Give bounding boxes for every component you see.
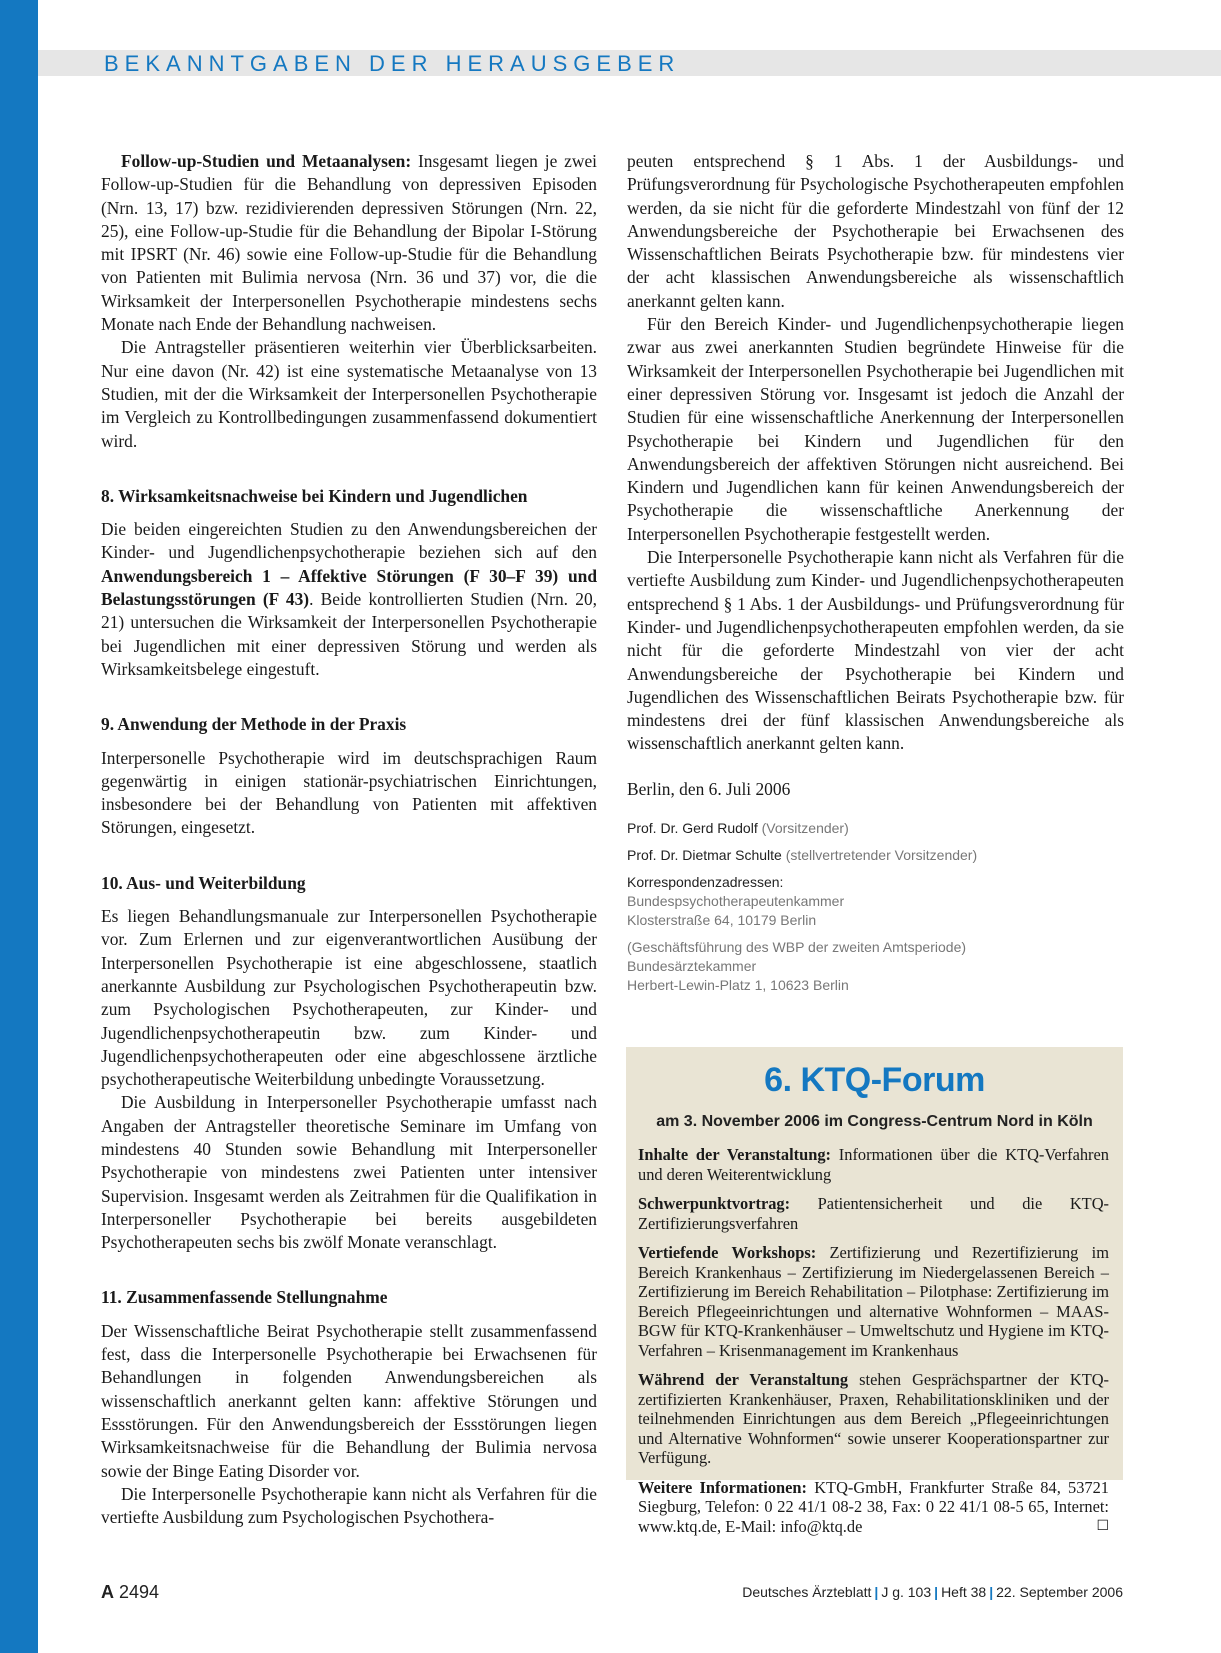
forum-item-label: Während der Veranstaltung	[638, 1370, 849, 1389]
separator: |	[989, 1584, 994, 1600]
paragraph: Für den Bereich Kinder- und Jugendlichenpsychotherapie liegen zwar aus zwei anerkannten Studien begründete Hinweise für die Wirksamkeit der Interpersonellen Psychotherapie bei Jugendlichen mit einer depressiven Störung vor. Insgesamt ist jedoch die Anzahl der Studien für eine wissenschaftliche Anerkennung der Interpersonellen Psychotherapie bei Kindern und Jugendlichen für den Anwendungsbereich der affektiven Störungen nicht ausreichend. Bei Kindern und Jugendlichen kann für keinen Anwendungsbereich der Psychotherapie die wissenschaftliche Anerkennung der Interpersonellen Psychotherapie festgestellt werden.	[627, 314, 1124, 544]
paragraph-followup	[101, 150, 597, 336]
paragraph: peuten entsprechend § 1 Abs. 1 der Ausbildungs- und Prüfungsverordnung für Psychologische Psychotherapeuten empfohlen werden, da sie nicht für die geforderte Mindestzahl von fünf der 12 Anwendungsbereiche der Psychotherapie bei Erwachsenen des Wissenschaftlichen Beirats Psychotherapie bzw. für mindestens vier der acht klassischen Anwendungsbereiche als wissenschaftlich anerkannt gelten kann.	[627, 151, 1124, 311]
signature-block	[627, 819, 1124, 995]
separator: |	[934, 1584, 939, 1600]
forum-item-text: Informationen über die KTQ-Verfahren und deren Weiterentwicklung	[638, 1145, 1109, 1184]
forum-item-label: Schwerpunktvortrag:	[638, 1194, 791, 1213]
journal-footer	[742, 1584, 1123, 1600]
separator: |	[874, 1584, 879, 1600]
signatory-name: Prof. Dr. Dietmar Schulte	[627, 847, 782, 864]
page-letter: A	[101, 1582, 114, 1602]
forum-subtitle: am 3. November 2006 im Congress-Centrum Nord in Köln	[656, 1113, 1093, 1130]
forum-item-text: stehen Gesprächspartner der KTQ-zertifizierten Krankenhäuser, Praxen, Rehabilitationskliniken und der teilnehmenden Einrichtungen aus dem Bereich „Pflegeeinrichtungen und Alternative Wohnformen“ sowie unserer Kooperationspartner zur Verfügung.	[638, 1370, 1109, 1467]
paragraph: Der Wissenschaftliche Beirat Psychotherapie stellt zusammenfassend fest, dass die Interpersonelle Psychotherapie bei Erwachsenen für Behandlungen in folgenden Anwendungsbereichen als wissenschaftlich anerkannt gelten kann: affektive Störungen und Essstörungen. Für den Anwendungsbereich der Essstörungen liegen Wirksamkeitsnachweise für die Behandlung der Bulimia nervosa sowie der Binge Eating Disorder vor.	[101, 1320, 597, 1481]
forum-body	[638, 1145, 1109, 1546]
forum-item-label: Vertiefende Workshops:	[638, 1243, 817, 1262]
signature-row	[627, 819, 1124, 838]
journal-volume: J g. 103	[881, 1584, 932, 1600]
paragraph: Die Ausbildung in Interpersoneller Psychotherapie umfasst nach Angaben der Antragsteller theoretische Seminare im Umfang von mindestens 40 Stunden sowie Behandlung mit Interpersoneller Psychotherapie von mindestens zwei Patienten unter intensiver Supervision. Insgesamt werden als Zeitrahmen für die Qualifikation in Interpersoneller Psychotherapie bei bereits ausgebildeten Psychotherapeuten sechs bis zwölf Monate veranschlagt.	[101, 1092, 597, 1253]
ktq-forum-box	[626, 1047, 1123, 1536]
end-mark-icon: ☐	[1096, 1517, 1109, 1534]
paragraph: Interpersonelle Psychotherapie wird im deutschsprachigen Raum gegenwärtig in einigen stationär-psychiatrischen Einrichtungen, insbesondere bei der Behandlung von Patienten mit affektiven Störungen, eingesetzt.	[101, 747, 597, 838]
right-column	[627, 150, 1124, 995]
forum-item	[638, 1243, 1109, 1360]
paragraph	[101, 518, 597, 681]
forum-item	[638, 1478, 1109, 1537]
signature-row	[627, 846, 1124, 865]
section-header: BEKANNTGABEN DER HERAUSGEBER	[104, 51, 681, 76]
paragraph-bold: Anwendungsbereich 1 – Affektive Störungen (F 30–F 39) und Belastungsstörungen (F 43)	[101, 565, 597, 610]
signatory-role: (stellvertretender Vorsitzender)	[785, 847, 978, 864]
forum-item	[638, 1370, 1109, 1468]
forum-item-label: Weitere Informationen:	[638, 1477, 807, 1497]
forum-item-label: Inhalte der Veranstaltung:	[638, 1145, 831, 1164]
section-title: 8. Wirksamkeitsnachweise bei Kindern und Jugendlichen	[101, 485, 528, 506]
forum-item-text: Patientensicherheit und die KTQ-Zertifizierungsverfahren	[638, 1194, 1109, 1233]
journal-issue: Heft 38	[941, 1584, 987, 1600]
paragraph: Die Antragsteller präsentieren weiterhin vier Überblicksarbeiten. Nur eine davon (Nr. 42) ist eine systematische Metaanalyse von 13 Studien, mit der die Wirksamkeit der Interpersonellen Psychotherapie im Vergleich zu Kontrollbedingungen zusammenfassend dokumentiert wird.	[101, 337, 597, 451]
signatory-name: Prof. Dr. Gerd Rudolf	[627, 820, 758, 837]
section-title: 9. Anwendung der Methode in der Praxis	[101, 714, 407, 735]
forum-item-text: KTQ-GmbH, Frankfurter Straße 84, 53721 Siegburg, Telefon: 0 22 41/1 08-2 38, Fax: 0 22 41/1 08-5 65, Internet: www.ktq.de, E-Mail: info@ktq.de	[638, 1477, 1109, 1536]
paragraph: Es liegen Behandlungsmanuale zur Interpersonellen Psychotherapie vor. Zum Erlernen und zur eigenverantwortlichen Ausübung der Interpersonellen Psychotherapie ist eine abgeschlossene, staatlich anerkannte Ausbildung zur Psychologischen Psychotherapeutin bzw. zum Psychologischen Psychotherapeuten, zur Kinder- und Jugendlichenpsychotherapeutin bzw. zum Kinder- und Jugendlichenpsychotherapeuten oder eine abgeschlossene ärztliche psychotherapeutische Weiterbildung unbedingte Voraussetzung.	[101, 906, 597, 1090]
section-title: 10. Aus- und Weiterbildung	[101, 872, 306, 893]
sidebar-stripe	[0, 0, 38, 1653]
journal-name: Deutsches Ärzteblatt	[742, 1584, 872, 1600]
date-line: Berlin, den 6. Juli 2006	[627, 778, 791, 799]
paragraph: Die Interpersonelle Psychotherapie kann nicht als Verfahren für die vertiefte Ausbildung zum Kinder- und Jugendlichenpsychotherapeuten entsprechend § 1 Abs. 1 der Ausbildungs- und Prüfungsverordnung für Kinder- und Jugendlichenpsychotherapeuten empfohlen werden, da sie nicht für die geforderte Mindestzahl von vier der acht Anwendungsbereiche der Psychotherapie bei Kindern und Jugendlichen des Wissenschaftlichen Beirats Psychotherapie bzw. für mindestens drei der fünf klassischen Anwendungsbereiche als wissenschaftlich anerkannt gelten kann.	[627, 547, 1124, 754]
address-line: Bundespsychotherapeutenkammer	[627, 893, 845, 910]
forum-item	[638, 1145, 1109, 1184]
paragraph-text: Die beiden eingereichten Studien zu den Anwendungsbereichen der Kinder- und Jugendlichenpsychotherapie beziehen sich auf den	[101, 519, 597, 563]
address-line: Herbert-Lewin-Platz 1, 10623 Berlin	[627, 977, 849, 994]
correspondence-title: Korrespondenzadressen:	[627, 874, 784, 891]
left-column	[101, 150, 597, 1529]
forum-item	[638, 1194, 1109, 1233]
paragraph-lead: Follow-up-Studien und Metaanalysen:	[121, 151, 412, 171]
page-number	[101, 1582, 159, 1603]
address-line: Klosterstraße 64, 10179 Berlin	[627, 912, 817, 929]
forum-item-text: Zertifizierung und Rezertifizierung im Bereich Krankenhaus – Zertifizierung im Niedergelassenen Bereich – Zertifizierung im Bereich Rehabilitation – Pilotphase: Zertifizierung im Bereich Pflegeeinrichtungen und alternative Wohnformen – MAAS-BGW für KTQ-Krankenhäuser – Umweltschutz und Hygiene im KTQ-Verfahren – Krisenmanagement im Krankenhaus	[638, 1243, 1109, 1360]
paragraph: Die Interpersonelle Psychotherapie kann nicht als Verfahren für die vertiefte Ausbildung zum Psychologischen Psychothera-	[101, 1483, 597, 1528]
paragraph-text: Insgesamt liegen je zwei Follow-up-Studien für die Behandlung von depressiven Episoden (Nrn. 13, 17) bzw. rezidivierenden depressiven Störungen (Nrn. 22, 25), eine Follow-up-Studie für die Behandlung der Bipolar I-Störung mit IPSRT (Nr. 46) sowie eine Follow-up-Studie für die Behandlung von Patienten mit Bulimia nervosa (Nrn. 36 und 37) vor, die die Wirksamkeit der Interpersonellen Psychotherapie mindestens sechs Monate nach Ende der Behandlung nachweisen.	[101, 151, 598, 335]
address-line: Bundesärztekammer	[627, 958, 757, 975]
paragraph-text: . Beide kontrollierten Studien (Nrn. 20, 21) untersuchen die Wirksamkeit der Interpersonellen Psychotherapie bei Jugendlichen mit einer depressiven Störung und werden als Wirksamkeitsbelege eingestuft.	[101, 589, 597, 679]
page-number-value: 2494	[119, 1582, 160, 1602]
forum-title: 6. KTQ-Forum	[764, 1061, 985, 1099]
signatory-role: (Vorsitzender)	[761, 820, 849, 837]
journal-date: 22. September 2006	[996, 1584, 1123, 1600]
address-line: (Geschäftsführung des WBP der zweiten Amtsperiode)	[627, 939, 967, 956]
section-title: 11. Zusammenfassende Stellungnahme	[101, 1287, 388, 1308]
